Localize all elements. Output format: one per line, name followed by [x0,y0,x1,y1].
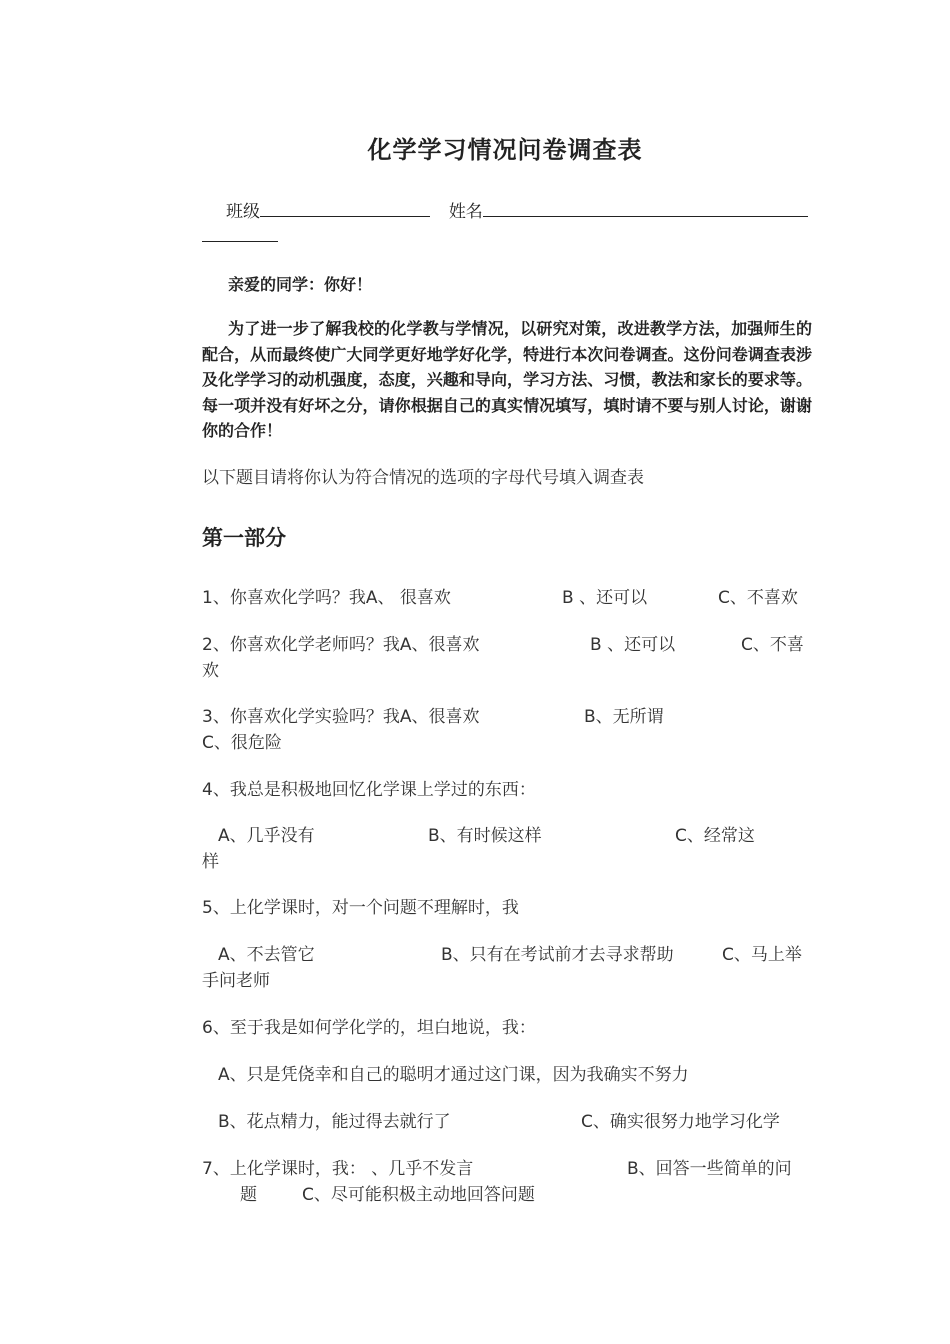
question-4-option-c: C、经常这 [675,826,755,846]
question-7-option-b-wrap: 题 [240,1185,257,1205]
question-1-option-b: B 、还可以 [562,588,648,608]
question-4-option-b: B、有时候这样 [428,826,542,846]
question-3: 3、你喜欢化学实验吗？我A、很喜欢 [202,707,480,727]
question-1-option-c: C、不喜欢 [718,588,798,608]
question-5-option-c: C、马上举 [722,945,802,965]
name-label: 姓名 [448,202,483,222]
question-7: 7、上化学课时，我： 、几乎不发言 [202,1159,474,1179]
question-5-option-a: A、不去管它 [218,945,315,965]
intro-paragraph [202,316,812,444]
question-6-option-c: C、确实很努力地学习化学 [581,1112,780,1132]
class-label: 班级 [226,202,260,222]
question-4: 4、我总是积极地回忆化学课上学过的东西： [202,780,536,800]
name-field[interactable] [483,199,808,217]
question-2-option-c-wrap: 欢 [202,661,219,681]
question-6: 6、至于我是如何学化学的，坦白地说，我： [202,1018,536,1038]
question-5-option-b: B、只有在考试前才去寻求帮助 [441,945,674,965]
question-2-option-c: C、不喜 [741,635,804,655]
question-2-option-b: B 、还可以 [590,635,676,655]
question-2: 2、你喜欢化学老师吗？我A、很喜欢 [202,635,480,655]
question-6-option-a: A、只是凭侥幸和自己的聪明才通过这门课，因为我确实不努力 [218,1065,689,1085]
question-3-option-c: C、很危险 [202,733,282,753]
page-title: 化学学习情况问卷调查表 [367,136,643,164]
question-1: 1、你喜欢化学吗？我A、 很喜欢 [202,588,451,608]
question-6-option-b: B、花点精力，能过得去就行了 [218,1112,451,1132]
question-7-option-c: C、尽可能积极主动地回答问题 [302,1185,535,1205]
section-title: 第一部分 [202,526,286,550]
instruction: 以下题目请将你认为符合情况的选项的字母代号填入调查表 [202,468,644,488]
question-4-option-a: A、几乎没有 [218,826,315,846]
question-7-option-b: B、回答一些简单的问 [627,1159,792,1179]
greeting: 亲爱的同学：你好！ [228,275,373,294]
question-5-option-c-wrap: 手问老师 [202,971,270,991]
question-5: 5、上化学课时，对一个问题不理解时，我 [202,898,519,918]
intro-text: 为了进一步了解我校的化学教与学情况，以研究对策，改进教学方法，加强师生的配合，从而最终使广大同学更好地学好化学，特进行本次问卷调查。这份问卷调查表涉及化学学习的动机强度，态度，兴趣和导向，学习方法、习惯，教法和家长的要求等。每一项并没有好坏之分，请你根据自己的真实情况填写，填时请不要与别人讨论，谢谢你的合作！ [202,319,812,440]
question-3-option-b: B、无所谓 [584,707,664,727]
class-field[interactable] [260,199,430,217]
name-field-continued [202,224,278,242]
question-4-option-c-wrap: 样 [202,852,219,872]
class-name-row [226,197,808,222]
